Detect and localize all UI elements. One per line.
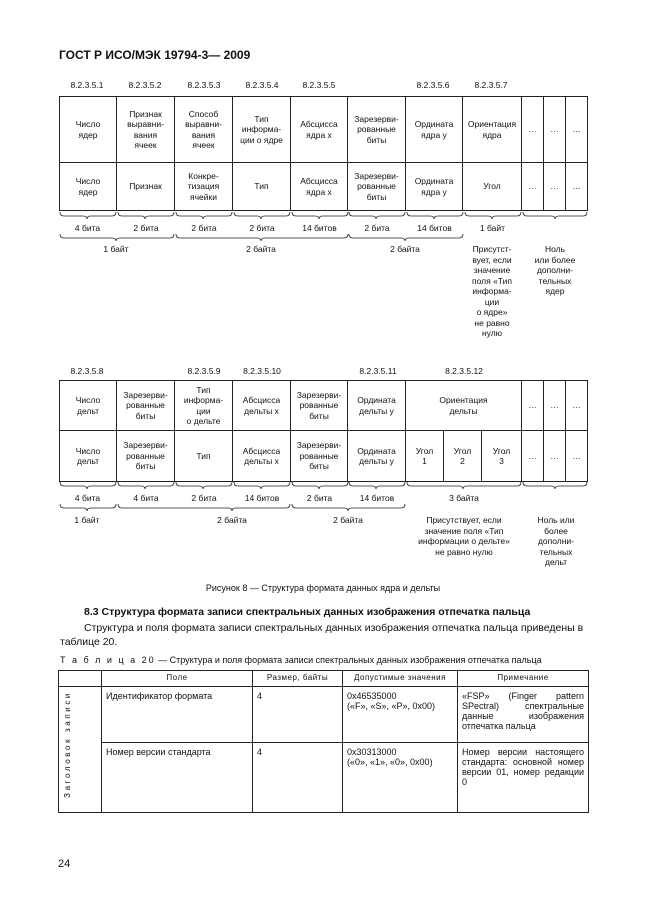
cell-align-flag: Признак выравни- вания ячеек — [117, 97, 175, 163]
cell-delta-count: Число дельт — [60, 431, 117, 482]
cell-ellipsis: … — [522, 431, 544, 482]
size-label: 4 бита — [133, 493, 159, 503]
cell-type: Тип — [175, 431, 233, 482]
cell-delta-x: Абсцисса дельты x — [233, 381, 291, 431]
size-label: 2 бита — [191, 223, 217, 233]
ref: 8.2.3.5.4 — [245, 80, 279, 90]
size-label: 2 бита — [249, 223, 275, 233]
cell-ellipsis: … — [566, 431, 588, 482]
cell-reserved: Зарезерви- рованные биты — [348, 97, 406, 163]
size-label: 14 битов — [417, 223, 452, 233]
cell-core-info-type: Тип информа- ции о ядре — [233, 97, 291, 163]
size-label: 2 бита — [364, 223, 390, 233]
header-size: Размер, байты — [253, 671, 343, 687]
row-size: 4 — [253, 687, 343, 743]
ref: 8.2.3.5.12 — [445, 366, 483, 376]
fsp-record-table — [58, 670, 589, 813]
cell-reserved: Зарезерви- рованные биты — [117, 431, 175, 482]
cell-delta-orientation: Ориентация дельты — [406, 381, 522, 431]
cell-ellipsis: … — [522, 163, 544, 211]
row-field: Номер версии стандарта — [102, 743, 253, 813]
ref: 8.2.3.5.11 — [359, 366, 397, 376]
cell-ellipsis: … — [522, 97, 544, 163]
ref: 8.2.3.5.6 — [416, 80, 450, 90]
cell-delta-count: Число дельт — [60, 381, 117, 431]
ref: 8.2.3.5.5 — [302, 80, 336, 90]
row-field: Идентификатор формата — [102, 687, 253, 743]
ref: 8.2.3.5.2 — [128, 80, 162, 90]
cell-delta-y: Ордината дельты y — [348, 381, 406, 431]
ref: 8.2.3.5.10 — [243, 366, 281, 376]
cell-reserved: Зарезерви- рованные биты — [291, 381, 348, 431]
row-note: Номер версии настоящего стандарта: основной номер версии 01, номер редакции 0 — [458, 743, 589, 813]
cell-angle-3: Угол 3 — [482, 431, 522, 482]
row-values: 0x46535000 («F», «S», «P», 0x00) — [343, 687, 458, 743]
group-label: 2 байта — [217, 515, 247, 525]
table-caption — [60, 655, 542, 665]
cell-ellipsis: … — [544, 97, 566, 163]
delta-format-table — [59, 380, 588, 482]
cell-ellipsis: … — [522, 381, 544, 431]
cell-ellipsis: … — [544, 381, 566, 431]
cell-ellipsis: … — [544, 431, 566, 482]
row-values: 0x30313000 («0», «1», «0», 0x00) — [343, 743, 458, 813]
row-size: 4 — [253, 743, 343, 813]
header-field: Поле — [102, 671, 253, 687]
record-header-group — [59, 687, 102, 813]
cell-delta-info-type: Тип информа- ции о дельте — [175, 381, 233, 431]
cell-delta-y: Ордината дельты y — [348, 431, 406, 482]
cell-flag: Признак — [117, 163, 175, 211]
cell-core-count: Число ядер — [60, 163, 117, 211]
cell-core-orientation: Ориентация ядра — [463, 97, 522, 163]
header-note: Примечание — [458, 671, 589, 687]
group-label: 2 байта — [390, 244, 420, 254]
core-present-note: Присутст- вует, если значение поля «Тип информа- ции о ядре» не равно нулю — [472, 244, 512, 338]
ref: 8.2.3.5.9 — [187, 366, 221, 376]
cell-core-x: Абсцисса ядра x — [291, 97, 348, 163]
cell-ellipsis: … — [544, 163, 566, 211]
cell-delta-x: Абсцисса дельты x — [233, 431, 291, 482]
cell-core-x: Абсцисса ядра x — [291, 163, 348, 211]
cell-angle-2: Угол 2 — [444, 431, 482, 482]
size-label: 1 байт — [479, 223, 506, 233]
size-label: 4 бита — [74, 493, 101, 503]
cell-reserved: Зарезерви- рованные биты — [348, 163, 406, 211]
document-header: ГОСТ Р ИСО/МЭК 19794-3— 2009 — [59, 48, 251, 62]
page-number: 24 — [58, 858, 71, 870]
delta-present-note: Присутствует, если значение поля «Тип информации о дельте» не равно нулю — [418, 515, 510, 557]
size-label: 3 байта — [449, 493, 479, 503]
ref: 8.2.3.5.7 — [474, 80, 508, 90]
group-label: 2 байта — [333, 515, 363, 525]
header-empty — [59, 671, 102, 687]
cell-core-y: Ордината ядра y — [406, 163, 463, 211]
group-label: 1 байт — [74, 515, 100, 525]
section-heading: 8.3 Структура формата записи спектральных данных изображения отпечатка пальца — [84, 606, 531, 618]
delta-more-note: Ноль или более дополни- тельных дельт — [537, 515, 575, 567]
group-label: 1 байт — [103, 244, 129, 254]
size-label: 14 битов — [244, 493, 280, 503]
table-caption-text: — Структура и поля формата записи спектральных данных изображения отпечатка пальца — [155, 655, 542, 665]
size-label: 14 битов — [359, 493, 395, 503]
size-label: 2 бита — [306, 493, 333, 503]
header-values: Допустимые значения — [343, 671, 458, 687]
cell-cell-spec: Конкре- тизация ячейки — [175, 163, 233, 211]
cell-core-y: Ордината ядра y — [406, 97, 463, 163]
figure-caption: Рисунок 8 — Структура формата данных ядра и дельты — [205, 583, 441, 593]
group-label: Заголовок записи — [63, 691, 72, 798]
ref: 8.2.3.5.1 — [70, 80, 104, 90]
cell-align-method: Способ выравни- вания ячеек — [175, 97, 233, 163]
table-caption-label: Т а б л и ц а 20 — [60, 655, 156, 665]
row-note: «FSP» (Finger pattern SPectral) спектральные данные изображения отпечатка пальца — [458, 687, 589, 743]
size-label: 14 битов — [302, 223, 337, 233]
cell-type: Тип — [233, 163, 291, 211]
ref: 8.2.3.5.8 — [70, 366, 104, 376]
size-label: 2 бита — [191, 493, 217, 503]
cell-angle-1: Угол 1 — [406, 431, 444, 482]
ref: 8.2.3.5.3 — [187, 80, 221, 90]
core-more-note: Ноль или более дополни- тельных ядер — [534, 244, 576, 296]
size-label: 4 бита — [74, 223, 101, 233]
cell-ellipsis: … — [566, 163, 588, 211]
group-label: 2 байта — [246, 244, 276, 254]
cell-angle: Угол — [463, 163, 522, 211]
cell-ellipsis: … — [566, 381, 588, 431]
body-paragraph: Структура и поля формата записи спектральных данных изображения отпечатка пальца приведены в таблице 20. — [60, 622, 584, 648]
cell-core-count: Число ядер — [60, 97, 117, 163]
cell-reserved: Зарезерви- рованные биты — [291, 431, 348, 482]
cell-ellipsis: … — [566, 97, 588, 163]
cell-reserved: Зарезерви- рованные биты — [117, 381, 175, 431]
size-label: 2 бита — [133, 223, 159, 233]
